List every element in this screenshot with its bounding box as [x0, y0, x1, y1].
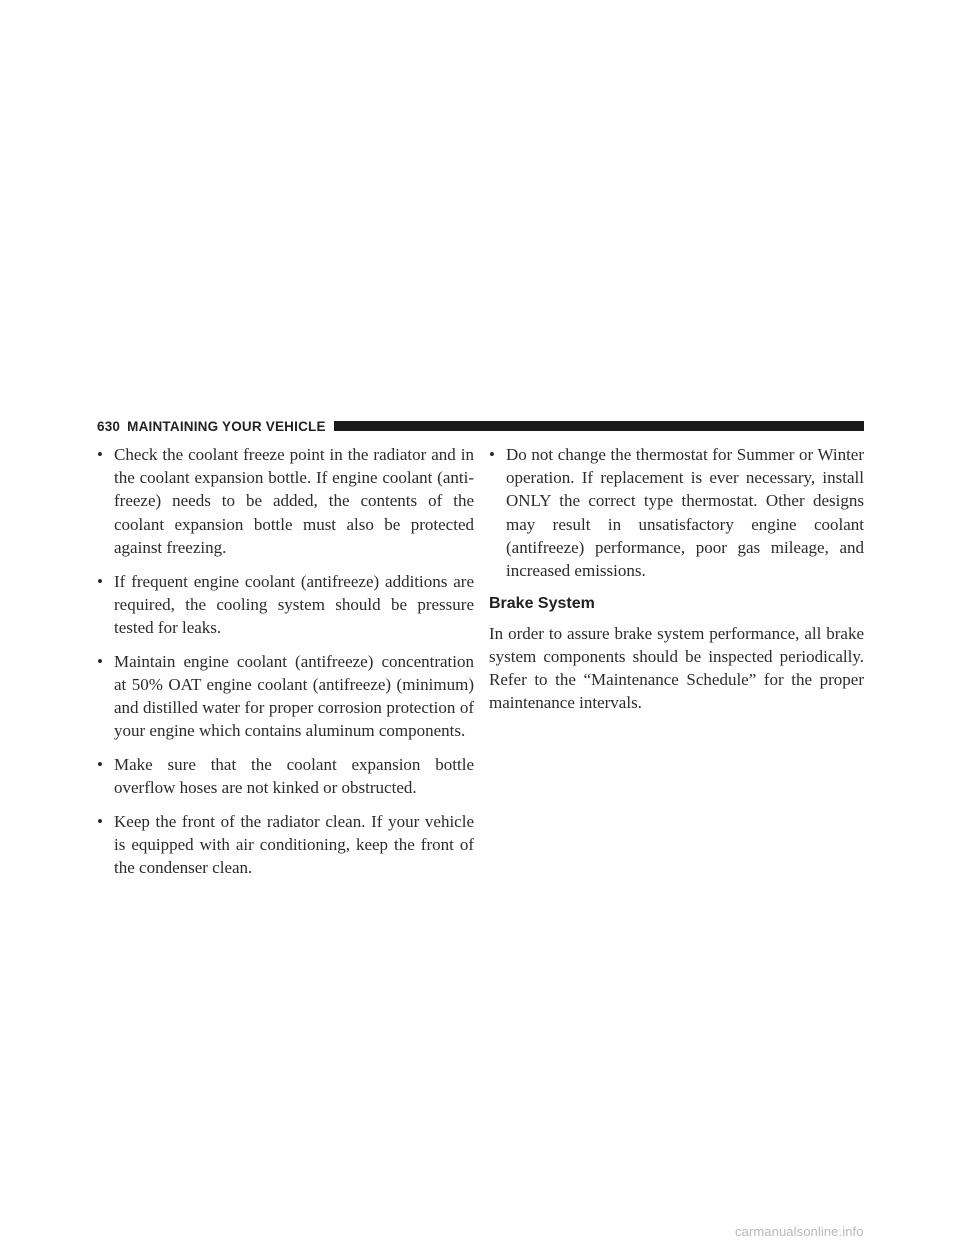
coolant-bullet-list [97, 443, 474, 879]
header-label [97, 419, 334, 434]
bullet-icon: • [489, 445, 495, 464]
list-item [97, 570, 474, 640]
list-item [97, 650, 474, 743]
right-column [489, 443, 864, 715]
bullet-icon: • [97, 811, 103, 831]
header-rule [334, 421, 864, 431]
list-item [97, 753, 474, 799]
bullet-icon: • [97, 651, 103, 671]
bullet-icon: • [97, 571, 103, 591]
list-item-text: Do not change the thermostat for Summer or Winter operation. If replacement is ever necessary, install ONLY the correct type thermostat. Other designs may result in unsatisfactory engine coolant (antifreeze) performance, poor gas mileage, and increased emissions. [506, 445, 864, 581]
bullet-icon: • [97, 445, 103, 464]
body-paragraph: In order to assure brake system performance, all brake system components should be inspected periodically. Refer to the “Maintenance Schedule” for the proper maintenance intervals. [489, 623, 864, 713]
watermark: carmanualsonline.info [735, 1224, 864, 1239]
list-item [97, 810, 474, 880]
left-column [97, 443, 474, 890]
list-item-text: Maintain engine coolant (antifreeze) concentration at 50% OAT engine coolant (antifreeze) (minimum) and distilled water for proper corrosion protection of your engine which contains aluminum components. [114, 651, 474, 741]
list-item [97, 443, 474, 559]
page-number: 630 [97, 418, 121, 434]
list-item [489, 443, 864, 582]
section-title: MAINTAINING YOUR VEHICLE [127, 418, 326, 434]
page-header [97, 418, 864, 434]
section-heading: Brake System [489, 594, 595, 612]
list-item-text: If frequent engine coolant (antifreeze) additions are required, the cooling system should be pressure tested for leaks. [114, 571, 474, 637]
bullet-icon: • [97, 754, 103, 774]
list-item-text: Make sure that the coolant expansion bottle overflow hoses are not kinked or obstructed. [114, 754, 474, 798]
thermostat-bullet-list [489, 443, 864, 582]
list-item-text: Keep the front of the radiator clean. If your vehicle is equipped with air conditioning, keep the front of the condenser clean. [114, 811, 474, 878]
list-item-text: Check the coolant freeze point in the radiator and in the coolant expansion bottle. If engine coolant (anti-freeze) needs to be added, the contents of the coolant expansion bottle must also be protected against freezing. [114, 445, 474, 557]
